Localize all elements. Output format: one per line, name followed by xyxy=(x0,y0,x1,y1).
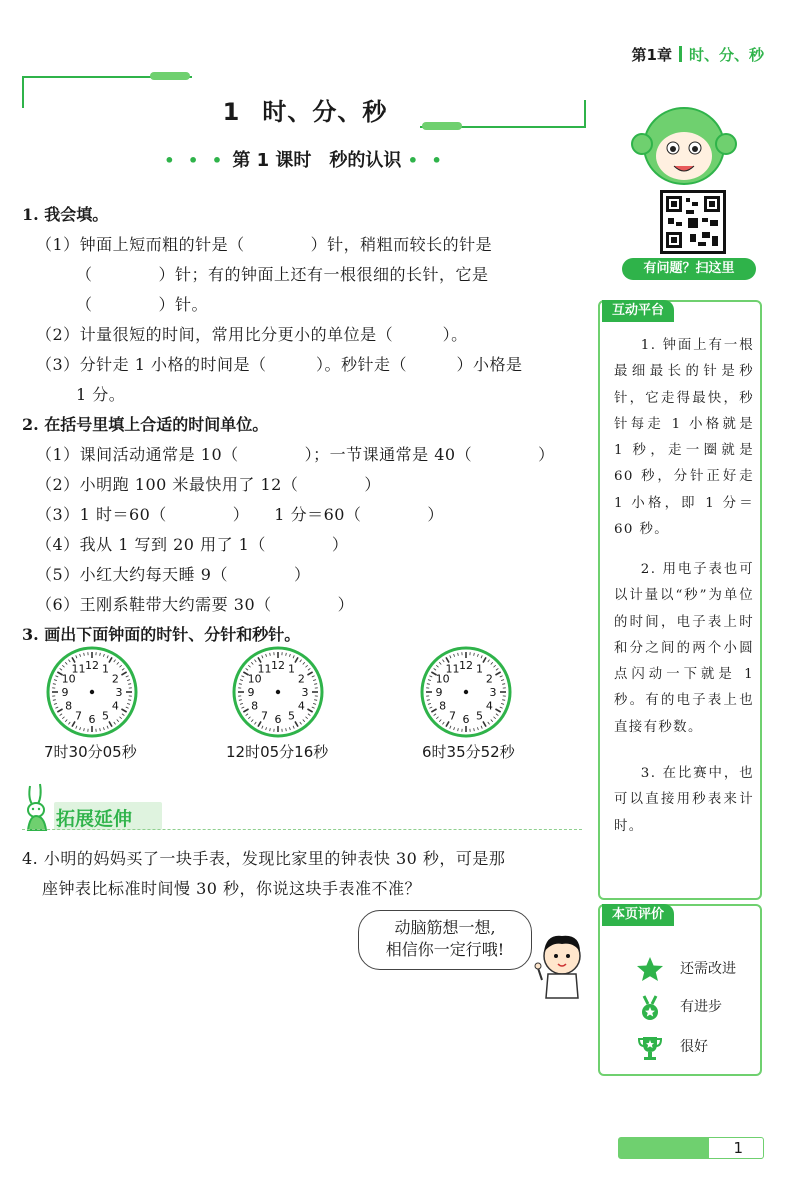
question-1-line: 1 分。 xyxy=(76,385,126,404)
clock-center-dot xyxy=(90,690,94,694)
title-frame-pill xyxy=(150,72,190,80)
question-2-line: （6）王刚系鞋带大约需要 30（ ） xyxy=(36,595,355,614)
clock-numeral: 3 xyxy=(115,686,123,699)
page-number-fill xyxy=(619,1138,709,1158)
question-1-title: 1. 我会填。 xyxy=(22,205,109,224)
chapter-header xyxy=(632,44,764,65)
clock-face[interactable] xyxy=(232,646,324,738)
clock-numeral: 12 xyxy=(459,659,473,672)
clock-numeral: 12 xyxy=(271,659,285,672)
question-1-line: （1）钟面上短而粗的针是（ ）针，稍粗而较长的针是 xyxy=(36,235,493,254)
question-1-line: （2）计量很短的时间，常用比分更小的单位是（ ）。 xyxy=(36,325,468,344)
question-1-line: （3）分针走 1 小格的时间是（ ）。秒针走（ ）小格是 xyxy=(36,355,523,374)
title-text: 时、分、秒 xyxy=(262,98,388,126)
star-icon xyxy=(636,956,664,982)
evaluation-label: 有进步 xyxy=(680,999,722,1015)
evaluation-option-progress[interactable] xyxy=(636,994,722,1026)
clock-numeral: 8 xyxy=(251,699,259,713)
clock-numeral: 4 xyxy=(297,699,305,713)
chapter-separator xyxy=(679,46,682,62)
clock-numeral: 10 xyxy=(247,672,262,686)
question-1-line: （ ）针；有的钟面上还有一根很细的长针，它是 xyxy=(76,265,489,284)
trophy-icon xyxy=(636,1034,664,1062)
title-number: 1 xyxy=(222,98,241,126)
clock-numeral: 5 xyxy=(288,709,295,723)
clock-numeral: 8 xyxy=(65,699,73,713)
clock-numeral: 3 xyxy=(489,686,497,699)
scan-help-tag[interactable]: 有问题？扫这里 xyxy=(622,258,756,280)
clock-numeral: 9 xyxy=(435,686,443,699)
clock-center-dot xyxy=(276,690,280,694)
extension-title: 拓展延伸 xyxy=(56,808,133,830)
sidebar-note: 1. 钟面上有一根最细最长的针是秒针，它走得最快，秒针每走 1 小格就是 1 秒，走一圈就是 60 秒，分针正好走 1 小格，即 1 分＝60 秒。 xyxy=(614,338,754,538)
question-2-line: （3）1 时＝60（ ） 1 分＝60（ ） xyxy=(36,505,444,524)
lesson-label: 第 1 课时 秒的认识 xyxy=(232,150,402,171)
evaluation-label: 很好 xyxy=(680,1039,708,1055)
clock-numeral: 12 xyxy=(85,659,99,672)
clock-numeral: 5 xyxy=(102,709,109,723)
clock-numeral: 1 xyxy=(476,662,483,676)
evaluation-label: 还需改进 xyxy=(680,961,736,977)
page-evaluation-title: 本页评价 xyxy=(602,904,674,926)
speech-bubble xyxy=(358,910,532,970)
question-4-line: 座钟表比标准时间慢 30 秒，你说这块手表准不准？ xyxy=(42,879,422,898)
question-3-title: 3. 画出下面钟面的时针、分针和秒针。 xyxy=(22,625,301,644)
monkey-mascot-icon xyxy=(630,100,738,196)
clock-numeral: 7 xyxy=(449,709,456,723)
clock-numeral: 6 xyxy=(88,713,96,726)
clock-numeral: 9 xyxy=(61,686,69,699)
clock-face[interactable] xyxy=(420,646,512,738)
lesson-dots-right: • • xyxy=(407,151,446,170)
clock-numeral: 11 xyxy=(71,662,86,676)
clock-numeral: 9 xyxy=(247,686,255,699)
question-2-title: 2. 在括号里填上合适的时间单位。 xyxy=(22,415,269,434)
clock-numeral: 2 xyxy=(297,672,305,686)
clock-caption: 12时05分16秒 xyxy=(226,743,329,761)
clock-center-dot xyxy=(464,690,468,694)
clock-numeral: 7 xyxy=(75,709,82,723)
clock-numeral: 6 xyxy=(274,713,282,726)
clock-numeral: 1 xyxy=(288,662,295,676)
qr-code[interactable] xyxy=(660,190,726,254)
lesson-title xyxy=(0,146,610,172)
clock-numeral: 11 xyxy=(257,662,272,676)
chapter-topic: 时、分、秒 xyxy=(688,46,764,64)
lesson-dots-left: • • • xyxy=(164,151,227,170)
clock-face[interactable] xyxy=(46,646,138,738)
clock-numeral: 3 xyxy=(301,686,309,699)
bubble-line: 相信你一定行哦! xyxy=(385,940,505,959)
question-2-line: （1）课间活动通常是 10（ ）；一节课通常是 40（ ） xyxy=(36,445,555,464)
rabbit-icon xyxy=(20,782,54,832)
clock-numeral: 4 xyxy=(111,699,119,713)
page-number: 1 xyxy=(733,1139,743,1157)
question-2-line: （2）小明跑 100 米最快用了 12（ ） xyxy=(36,475,381,494)
page-number-bar xyxy=(618,1137,764,1159)
clock-caption: 7时30分05秒 xyxy=(44,743,137,761)
clock-numeral: 1 xyxy=(102,662,109,676)
question-1-line: （ ）针。 xyxy=(76,295,209,314)
clock-numeral: 8 xyxy=(439,699,447,713)
clock-numeral: 4 xyxy=(485,699,493,713)
clock-numeral: 5 xyxy=(476,709,483,723)
clock-caption: 6时35分52秒 xyxy=(422,743,515,761)
evaluation-option-improve[interactable] xyxy=(636,956,736,986)
bubble-line: 动脑筋想一想, xyxy=(394,918,496,937)
extension-divider xyxy=(22,829,582,830)
clock-numeral: 10 xyxy=(61,672,76,686)
qr-code-icon xyxy=(660,190,726,254)
medal-icon xyxy=(636,994,664,1022)
clock-numeral: 7 xyxy=(261,709,268,723)
clock-numeral: 2 xyxy=(485,672,493,686)
sidebar-note: 3. 在比赛中，也可以直接用秒表来计时。 xyxy=(614,766,754,834)
question-2-line: （5）小红大约每天睡 9（ ） xyxy=(36,565,311,584)
interactive-platform-title: 互动平台 xyxy=(602,300,674,322)
clock-numeral: 10 xyxy=(435,672,450,686)
clock-numeral: 6 xyxy=(462,713,470,726)
evaluation-option-good[interactable] xyxy=(636,1034,708,1066)
clock-numeral: 2 xyxy=(111,672,119,686)
question-2-line: （4）我从 1 写到 20 用了 1（ ） xyxy=(36,535,349,554)
boy-illustration xyxy=(530,928,592,1000)
page-title xyxy=(0,92,610,127)
sidebar-note: 2. 用电子表也可以计量以“秒”为单位的时间，电子表上时和分之间的两个小圆点闪动一下就是 1 秒。有的电子表上也直接有秒数。 xyxy=(614,562,754,735)
chapter-label: 第1章 xyxy=(631,46,672,64)
clock-numeral: 11 xyxy=(445,662,460,676)
question-4-line: 4. 小明的妈妈买了一块手表，发现比家里的钟表快 30 秒，可是那 xyxy=(22,849,506,868)
